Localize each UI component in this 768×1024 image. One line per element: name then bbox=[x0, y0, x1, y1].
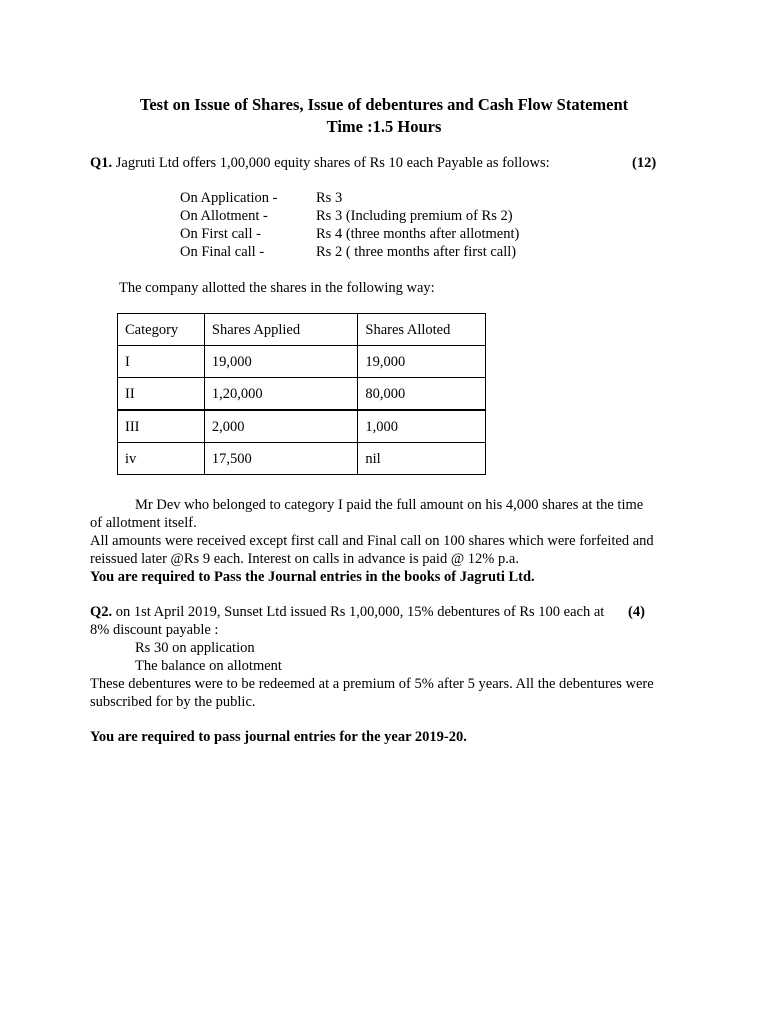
table-row bbox=[118, 346, 486, 378]
q2-text: on 1st April 2019, Sunset Ltd issued Rs 1,00,000, 15% debentures of Rs 100 each at bbox=[112, 604, 605, 620]
table-cell: 1,20,000 bbox=[204, 378, 358, 411]
table-header-cell: Category bbox=[118, 314, 205, 346]
document-title: Test on Issue of Shares, Issue of debentures and Cash Flow Statement bbox=[139, 95, 629, 114]
q2-number: Q2. bbox=[90, 604, 113, 620]
table-cell: iv bbox=[118, 443, 205, 475]
allotment-table bbox=[117, 313, 486, 475]
q2-paragraph-line-2: subscribed for by the public. bbox=[90, 694, 256, 710]
payment-label: On First call - bbox=[180, 226, 261, 242]
q1-marks: (12) bbox=[632, 155, 657, 171]
table-header-cell: Shares Applied bbox=[204, 314, 358, 346]
q2-allotment-term: The balance on allotment bbox=[135, 658, 282, 674]
q1-text: Jagruti Ltd offers 1,00,000 equity shares of Rs 10 each Payable as follows: bbox=[112, 155, 550, 171]
payment-label: On Application - bbox=[180, 190, 278, 206]
q2-statement bbox=[90, 603, 660, 621]
payment-value: Rs 3 (Including premium of Rs 2) bbox=[316, 208, 513, 224]
payment-value: Rs 3 bbox=[316, 190, 343, 206]
table-cell: III bbox=[118, 410, 205, 443]
table-cell: 17,500 bbox=[204, 443, 358, 475]
time-allowed: Time :1.5 Hours bbox=[326, 117, 442, 136]
q1-statement bbox=[90, 154, 660, 172]
payment-label: On Allotment - bbox=[180, 208, 268, 224]
q2-application-term: Rs 30 on application bbox=[135, 640, 255, 656]
table-row bbox=[118, 410, 486, 443]
q2-line-2: 8% discount payable : bbox=[90, 622, 219, 638]
q1-paragraph-1-line-2: of allotment itself. bbox=[90, 515, 197, 531]
q2-instruction: You are required to pass journal entries for the year 2019-20. bbox=[90, 729, 467, 745]
allotment-intro: The company allotted the shares in the following way: bbox=[119, 280, 435, 296]
table-cell: 1,000 bbox=[358, 410, 486, 443]
table-cell: 80,000 bbox=[358, 378, 486, 411]
table-cell: 19,000 bbox=[204, 346, 358, 378]
q2-paragraph-line-1: These debentures were to be redeemed at a premium of 5% after 5 years. All the debentures were bbox=[90, 676, 654, 692]
table-cell: 2,000 bbox=[204, 410, 358, 443]
table-row bbox=[118, 443, 486, 475]
q1-paragraph-1-line-1: Mr Dev who belonged to category I paid the full amount on his 4,000 shares at the time bbox=[135, 497, 644, 513]
table-cell: I bbox=[118, 346, 205, 378]
payment-value: Rs 4 (three months after allotment) bbox=[316, 226, 520, 242]
table-cell: nil bbox=[358, 443, 486, 475]
q1-number: Q1. bbox=[90, 155, 113, 171]
payment-label: On Final call - bbox=[180, 244, 265, 260]
q1-paragraph-2-line-1: All amounts were received except first call and Final call on 100 shares which were forfeited and bbox=[90, 533, 654, 549]
table-header-cell: Shares Alloted bbox=[358, 314, 486, 346]
q2-marks: (4) bbox=[628, 604, 645, 620]
table-cell: II bbox=[118, 378, 205, 411]
q1-instruction: You are required to Pass the Journal entries in the books of Jagruti Ltd. bbox=[90, 569, 535, 585]
q1-paragraph-2-line-2: reissued later @Rs 9 each. Interest on calls in advance is paid @ 12% p.a. bbox=[90, 551, 519, 567]
table-row bbox=[118, 378, 486, 411]
table-header-row bbox=[118, 314, 486, 346]
payment-value: Rs 2 ( three months after first call) bbox=[316, 244, 517, 260]
table-cell: 19,000 bbox=[358, 346, 486, 378]
